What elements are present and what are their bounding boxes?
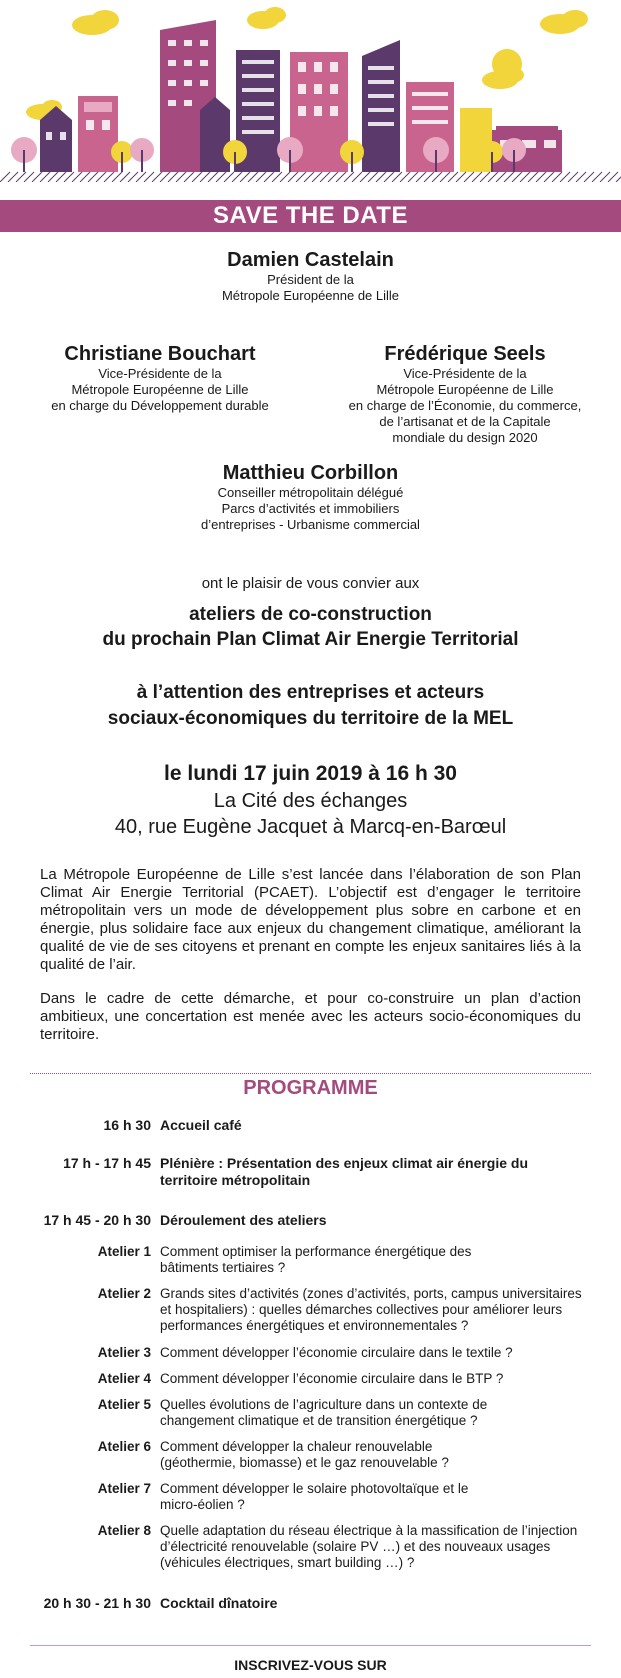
programme-time: 17 h - 17 h 45 (63, 1155, 151, 1171)
host-left-role-2: Métropole Européenne de Lille (71, 382, 249, 397)
host-right (320, 342, 610, 446)
invite-line-1: ateliers de co-construction (189, 604, 432, 625)
invite-line-3: à l’attention des entreprises et acteurs (136, 682, 485, 703)
atelier-desc: Grands sites d’activités (zones d’activités, ports, campus universitaires et hospitaliers) : quelles démarches collectives pour améliorer leurs performances énergétiques et environnementales ? (160, 1286, 582, 1333)
host-right-role-3: en charge de l’Économie, du commerce, (348, 398, 582, 413)
body-paragraph-1: La Métropole Européenne de Lille s’est lancée dans l’élaboration de son Plan Climat Air Energie Territorial (PCAET). L’objectif est d’engager le territoire métropolitain vers un mode de développement plus sobre en carbone et en énergie, plus solidaire face aux enjeux du changement climatique, améliorant la qualité de vie de ses citoyens et prenant en compte les enjeux sanitaires liés à la qualité de l’air. (40, 866, 581, 973)
programme-time: 16 h 30 (103, 1117, 151, 1133)
programme-title: PROGRAMME (243, 1077, 378, 1099)
host-right-role-1: Vice-Présidente de la (403, 366, 527, 381)
programme-desc: Déroulement des ateliers (160, 1212, 327, 1228)
sun-icon (492, 49, 522, 79)
host-right-role-5: mondiale du design 2020 (392, 430, 538, 445)
host-left (20, 342, 300, 414)
event-venue: La Cité des échanges (213, 790, 408, 812)
atelier-label: Atelier 2 (97, 1286, 151, 1301)
programme-desc: Plénière : Présentation des enjeux climat air énergie du territoire métropolitain (160, 1155, 529, 1188)
programme-divider (30, 1073, 591, 1074)
save-the-date-banner (0, 200, 621, 232)
atelier-desc: Comment développer l’économie circulaire dans le BTP ? (160, 1371, 504, 1386)
atelier-label: Atelier 7 (97, 1481, 151, 1496)
host-bottom (0, 461, 621, 533)
atelier-desc: Quelle adaptation du réseau électrique à la massification de l’injection d’électricité renouvelable (solaire PV …) et des nouveaux usages (véhicules électriques, smart building …) ? (160, 1523, 578, 1570)
atelier-label: Atelier 5 (97, 1397, 151, 1412)
register-cta[interactable]: INSCRIVEZ-VOUS SUR (234, 1657, 387, 1673)
atelier-desc: Comment développer le solaire photovoltaïque et le micro-éolien ? (160, 1481, 469, 1512)
invite-line-4: sociaux-économiques du territoire de la MEL (107, 708, 514, 729)
host-bottom-role-2: Parcs d’activités et immobiliers (221, 501, 400, 516)
atelier-label: Atelier 6 (97, 1439, 151, 1454)
city-skyline-illustration (0, 0, 621, 200)
atelier-desc: Comment optimiser la performance énergétique des bâtiments tertiaires ? (160, 1244, 472, 1275)
invite-intro: ont le plaisir de vous convier aux (201, 575, 420, 592)
atelier-label: Atelier 1 (97, 1244, 151, 1259)
event-address: 40, rue Eugène Jacquet à Marcq-en-Barœul (114, 816, 507, 838)
host-bottom-role-1: Conseiller métropolitain délégué (217, 485, 404, 500)
host-bottom-name: Matthieu Corbillon (222, 462, 399, 484)
atelier-label: Atelier 8 (97, 1523, 151, 1538)
host-main-role-2: Métropole Européenne de Lille (221, 288, 400, 303)
host-right-name: Frédérique Seels (384, 343, 546, 365)
atelier-label: Atelier 3 (97, 1345, 151, 1360)
event-date: le lundi 17 juin 2019 à 16 h 30 (164, 762, 457, 785)
host-right-role-2: Métropole Européenne de Lille (376, 382, 554, 397)
atelier-desc: Comment développer la chaleur renouvelable (géothermie, biomasse) et le gaz renouvelable ? (160, 1439, 449, 1470)
atelier-desc: Comment développer l’économie circulaire dans le textile ? (160, 1345, 513, 1360)
host-right-role-4: de l’artisanat et de la Capitale (379, 414, 551, 429)
programme-desc: Accueil café (160, 1117, 242, 1133)
atelier-desc: Quelles évolutions de l’agriculture dans un contexte de changement climatique et de transition énergétique ? (160, 1397, 488, 1428)
programme-time: 20 h 30 - 21 h 30 (43, 1595, 151, 1611)
banner-title: SAVE THE DATE (213, 202, 408, 229)
host-main-role-1: Président de la (267, 272, 354, 287)
host-main (0, 248, 621, 304)
programme-desc: Cocktail dînatoire (160, 1595, 278, 1611)
host-left-name: Christiane Bouchart (64, 343, 256, 365)
host-bottom-role-3: d’entreprises - Urbanisme commercial (201, 517, 420, 532)
footer-divider (30, 1645, 591, 1646)
body-paragraph-2: Dans le cadre de cette démarche, et pour co-construire un plan d’action ambitieux, une concertation est menée avec les acteurs socio-économiques du territoire. (40, 990, 581, 1043)
host-left-role-3: en charge du Développement durable (51, 398, 269, 413)
invite-line-2: du prochain Plan Climat Air Energie Territorial (102, 629, 519, 650)
programme-time: 17 h 45 - 20 h 30 (43, 1212, 151, 1228)
host-left-role-1: Vice-Présidente de la (98, 366, 222, 381)
atelier-label: Atelier 4 (97, 1371, 151, 1386)
host-main-name: Damien Castelain (227, 249, 394, 271)
